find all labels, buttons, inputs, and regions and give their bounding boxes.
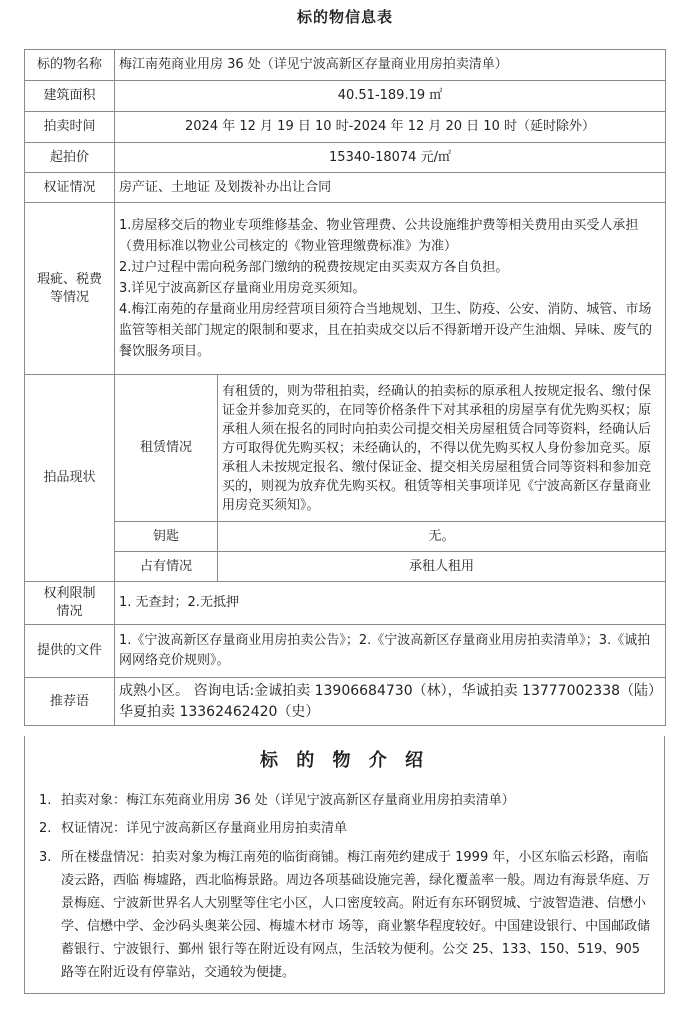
intro-title: 标 的 物 介 绍 xyxy=(259,750,430,771)
value-rights: 房产证、土地证 及划拨补办出让合同 xyxy=(115,173,666,203)
row-restrict xyxy=(25,582,666,625)
row-name xyxy=(25,50,666,81)
document-title: 标的物信息表 xyxy=(296,8,393,26)
label-status: 拍品现状 xyxy=(25,375,115,582)
value-defects xyxy=(115,203,666,375)
label-time: 拍卖时间 xyxy=(25,112,115,143)
intro-item-text: 所在楼盘情况：拍卖对象为梅江南苑的临街商铺。梅江南苑约建成于 1999 年，小区东临云杉路，南临凌云路，西临 梅墟路，西北临梅景路。周边各项基础设施完善，绿化覆盖率一般。周边有海景华庭、万景梅庭、宁波新世界名人大别墅等住宅小区，人口密度较高。附近有东环钢贸城、宁波智造港、信懋小学、信懋中学、金沙码头奥莱公园、梅墟木材市 场等，商业繁华程度较好。中国建设银行、中国邮政储蓄银行、宁波银行、鄞州 银行等在附近设有网点，生活较为便利。公交 25、133、150、519、905 路等在附近设有停靠站，交通较为便捷。 xyxy=(61,850,651,980)
intro-item xyxy=(39,818,654,840)
row-defects xyxy=(25,203,666,375)
label-defects-line1: 瑕疵、税费 xyxy=(36,271,102,287)
label-name: 标的物名称 xyxy=(25,50,115,81)
label-defects-line2: 等情况 xyxy=(49,289,89,305)
label-recommend: 推荐语 xyxy=(25,678,115,726)
value-lease: 有租赁的，则为带租拍卖，经确认的拍卖标的原承租人按规定报名、缴付保证金并参加竞买的，在同等价格条件下对其承租的房屋享有优先购买权；原承租人须在报名的同时向拍卖公司提交相关房屋租赁合同等资料，经确认后方可取得优先购买权；未经确认的，不得以优先购买权人身份参加竞买。原承租人未按规定报名、缴付保证金、提交相关房屋租赁合同等资料和参加竞买的，则视为放弃优先购买权。租赁等相关事项详见《宁波高新区存量商业用房竞买须知》。 xyxy=(218,375,666,522)
value-time: 2024 年 12 月 19 日 10 时-2024 年 12 月 20 日 10 时（延时除外） xyxy=(115,112,666,143)
label-restrict xyxy=(25,582,115,625)
value-name: 梅江南苑商业用房 36 处（详见宁波高新区存量商业用房拍卖清单） xyxy=(115,50,666,81)
intro-item xyxy=(39,790,654,812)
defect-item: 1.房屋移交后的物业专项维修基金、物业管理费、公共设施维护费等相关费用由买受人承担（费用标准以物业公司核定的《物业管理缴费标准》为准） xyxy=(119,218,639,254)
row-occupancy xyxy=(25,552,666,582)
label-files: 提供的文件 xyxy=(25,625,115,678)
intro-item-number: 2. xyxy=(39,821,52,836)
label-area: 建筑面积 xyxy=(25,81,115,112)
intro-item-number: 3. xyxy=(39,850,52,865)
label-defects xyxy=(25,203,115,375)
intro-item-number: 1. xyxy=(39,793,52,808)
value-restrict: 1. 无查封；2.无抵押 xyxy=(115,582,666,625)
defect-item: 4.梅江南苑的存量商业用房经营项目须符合当地规划、卫生、防疫、公安、消防、城管、市场监管等相关部门规定的限制和要求，且在拍卖成交以后不得新增开设产生油烟、异味、废气的餐饮服务项目。 xyxy=(119,302,653,359)
row-area xyxy=(25,81,666,112)
row-recommend xyxy=(25,678,666,726)
label-price: 起拍价 xyxy=(25,143,115,173)
defect-item: 2.过户过程中需向税务部门缴纳的税费按规定由买卖双方各自负担。 xyxy=(119,260,509,275)
info-table xyxy=(24,49,666,726)
row-rights xyxy=(25,173,666,203)
row-price xyxy=(25,143,666,173)
value-area: 40.51-189.19 ㎡ xyxy=(115,81,666,112)
row-time xyxy=(25,112,666,143)
defect-item: 3.详见宁波高新区存量商业用房竞买须知。 xyxy=(119,281,366,296)
intro-section xyxy=(24,736,665,994)
label-occupancy: 占有情况 xyxy=(115,552,218,582)
value-recommend: 成熟小区。 咨询电话:金诚拍卖 13906684730（林），华诚拍卖 13777002338（陆）华夏拍卖 13362462420（史） xyxy=(115,678,666,726)
row-lease xyxy=(25,375,666,522)
intro-item xyxy=(39,846,654,984)
intro-item-text: 权证情况：详见宁波高新区存量商业用房拍卖清单 xyxy=(61,821,348,836)
row-keys xyxy=(25,522,666,552)
label-restrict-line2: 情况 xyxy=(56,604,83,619)
intro-list xyxy=(39,790,654,984)
value-files: 1.《宁波高新区存量商业用房拍卖公告》；2.《宁波高新区存量商业用房拍卖清单》；3.《诚拍网网络竞价规则》。 xyxy=(115,625,666,678)
value-keys: 无。 xyxy=(218,522,666,552)
label-rights: 权证情况 xyxy=(25,173,115,203)
label-lease: 租赁情况 xyxy=(115,375,218,522)
label-keys: 钥匙 xyxy=(115,522,218,552)
intro-item-text: 拍卖对象：梅江东苑商业用房 36 处（详见宁波高新区存量商业用房拍卖清单） xyxy=(61,793,515,808)
value-price: 15340-18074 元/㎡ xyxy=(115,143,666,173)
row-files xyxy=(25,625,666,678)
value-occupancy: 承租人租用 xyxy=(218,552,666,582)
label-restrict-line1: 权利限制 xyxy=(43,586,96,601)
